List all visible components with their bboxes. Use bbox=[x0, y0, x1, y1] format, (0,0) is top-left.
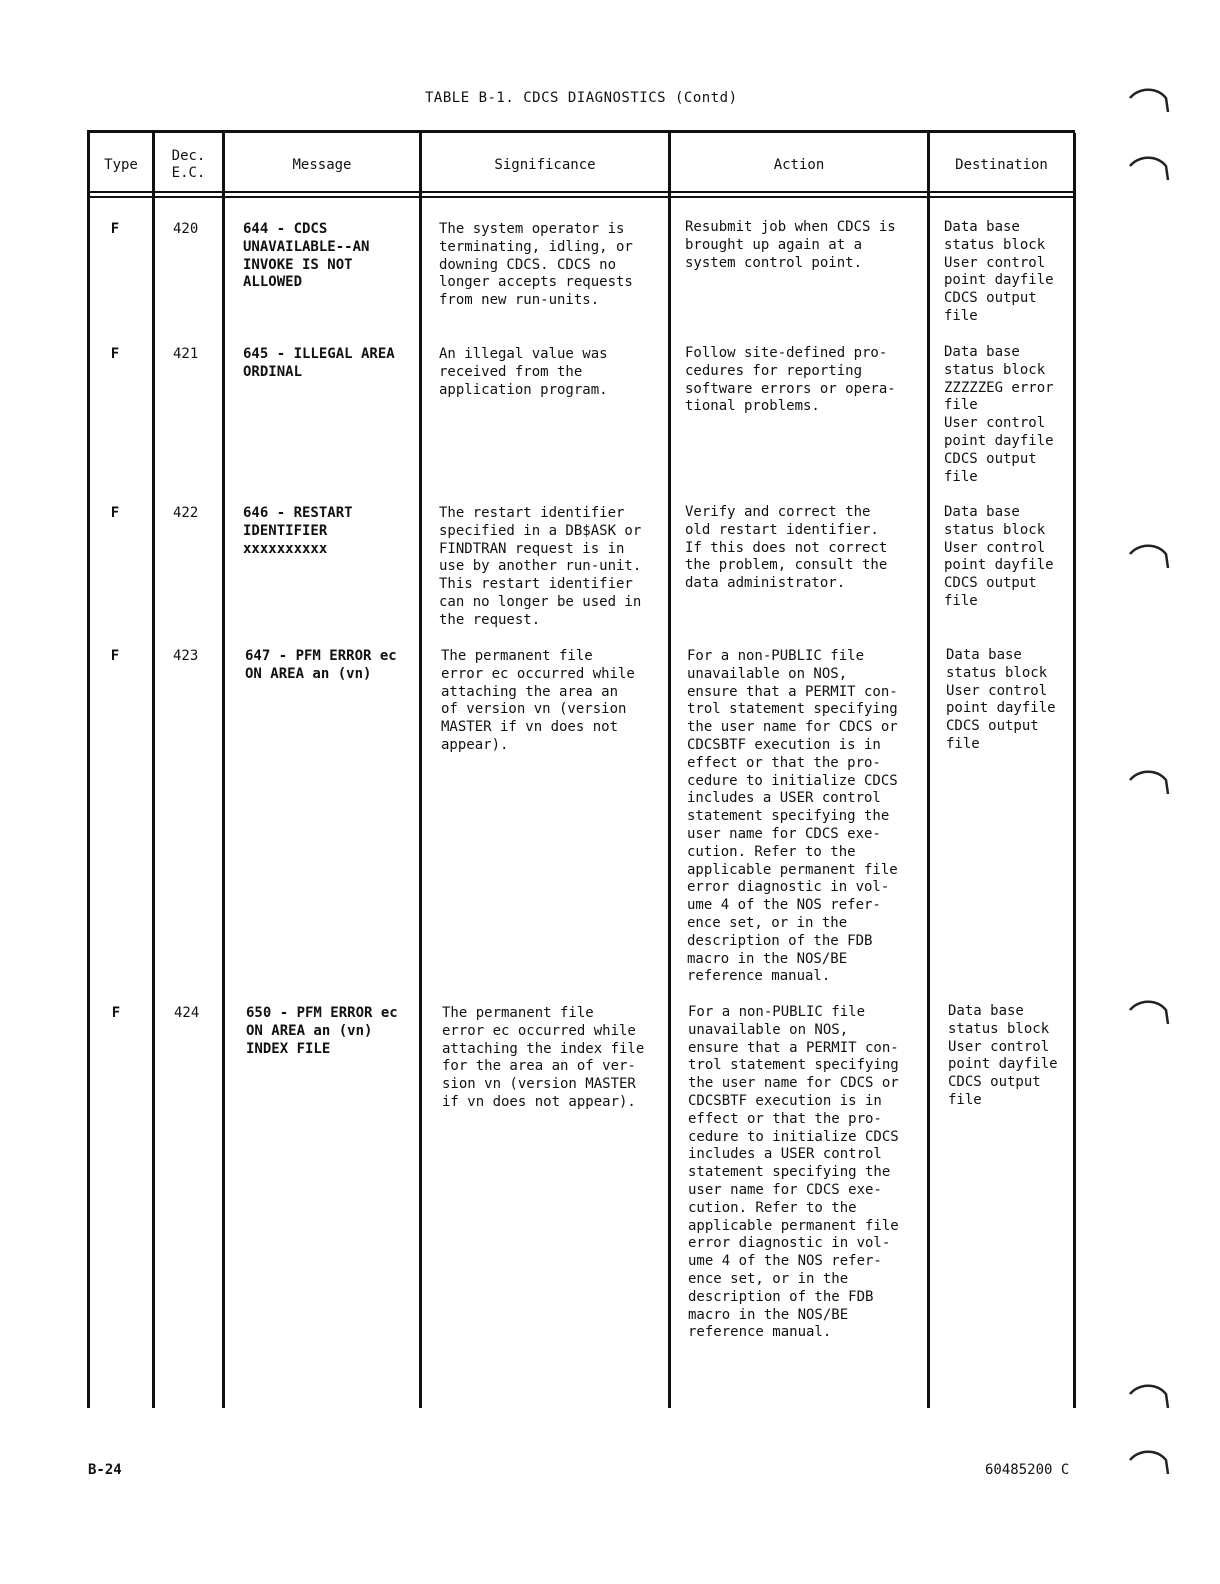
page-number: B-24 bbox=[88, 1462, 122, 1478]
binder-hole-mark bbox=[1128, 152, 1170, 182]
row-action: For a non-PUBLIC file unavailable on NOS, ensure that a PERMIT con- trol statement specifying the user name for CDCS or CDCSBTF execution is in effect or that the pro- cedure to initialize CDCS includes a USER control statement specifying the user name for CDCS exe- cution. Refer to the applicable permanent file error diagnostic in vol- ume 4 of the NOS refer- ence set, or in the description of the FDB macro in the NOS/BE reference manual. bbox=[688, 1004, 899, 1341]
column-divider bbox=[152, 133, 155, 1408]
column-divider bbox=[668, 133, 671, 1408]
row-message: 650 - PFM ERROR ec ON AREA an (vn) INDEX FILE bbox=[246, 1005, 398, 1057]
column-divider bbox=[419, 133, 422, 1408]
header-rule bbox=[87, 191, 1075, 193]
row-action: Verify and correct the old restart identifier. If this does not correct the problem, consult the data administrator. bbox=[685, 504, 888, 592]
row-destination: Data base status block User control point dayfile CDCS output file bbox=[944, 219, 1054, 324]
column-divider bbox=[927, 133, 930, 1408]
binder-hole-mark bbox=[1128, 84, 1170, 114]
row-action: For a non-PUBLIC file unavailable on NOS, ensure that a PERMIT con- trol statement specifying the user name for CDCS or CDCSBTF execution is in effect or that the pro- cedure to initialize CDCS includes a USER control statement specifying the user name for CDCS exe- cution. Refer to the applicable permanent file error diagnostic in vol- ume 4 of the NOS refer- ence set, or in the description of the FDB macro in the NOS/BE reference manual. bbox=[687, 648, 898, 985]
header-rule bbox=[87, 196, 1075, 198]
row-action: Follow site-defined pro- cedures for reporting software errors or opera- tional problems. bbox=[685, 345, 896, 415]
row-significance: An illegal value was received from the application program. bbox=[439, 346, 608, 398]
header-message: Message bbox=[292, 156, 352, 173]
row-message: 647 - PFM ERROR ec ON AREA an (vn) bbox=[245, 648, 397, 682]
row-dec-ec: 423 bbox=[173, 648, 199, 664]
table-title-text: TABLE B-1. CDCS DIAGNOSTICS (Contd) bbox=[425, 90, 738, 106]
row-destination: Data base status block User control point dayfile CDCS output file bbox=[948, 1003, 1058, 1108]
row-dec-ec: 421 bbox=[173, 346, 199, 362]
row-dec-ec: 420 bbox=[173, 221, 199, 237]
header-action: Action bbox=[773, 156, 825, 173]
row-dec-ec: 424 bbox=[174, 1005, 200, 1021]
binder-hole-mark bbox=[1128, 1446, 1170, 1476]
row-action: Resubmit job when CDCS is brought up again at a system control point. bbox=[685, 219, 896, 271]
row-message: 646 - RESTART IDENTIFIER xxxxxxxxxx bbox=[243, 505, 353, 557]
row-type: F bbox=[110, 221, 120, 237]
binder-hole-mark bbox=[1128, 1380, 1170, 1410]
binder-hole-mark bbox=[1128, 996, 1170, 1026]
column-divider bbox=[222, 133, 225, 1408]
row-destination: Data base status block User control point dayfile CDCS output file bbox=[944, 504, 1054, 609]
row-destination: Data base status block User control point dayfile CDCS output file bbox=[946, 647, 1056, 752]
column-divider bbox=[87, 133, 90, 1408]
row-significance: The restart identifier specified in a DB$ASK or FINDTRAN request is in use by another run-unit. This restart identifier can no longer be used in the request. bbox=[439, 505, 642, 628]
header-dec-ec: Dec. E.C. bbox=[171, 148, 206, 181]
row-significance: The permanent file error ec occurred while attaching the index file for the area an of ver- sion vn (version MASTER if vn does not appear). bbox=[442, 1005, 645, 1110]
row-destination: Data base status block ZZZZZEG error file User control point dayfile CDCS output file bbox=[944, 344, 1054, 485]
header-destination: Destination bbox=[955, 156, 1048, 173]
row-message: 645 - ILLEGAL AREA ORDINAL bbox=[243, 346, 395, 380]
column-divider bbox=[1073, 133, 1076, 1408]
binder-hole-mark bbox=[1128, 540, 1170, 570]
row-type: F bbox=[111, 1005, 121, 1021]
row-dec-ec: 422 bbox=[173, 505, 199, 521]
row-message: 644 - CDCS UNAVAILABLE--AN INVOKE IS NOT ALLOWED bbox=[243, 221, 370, 291]
diagnostics-table bbox=[87, 130, 1075, 1408]
header-type: Type bbox=[104, 156, 138, 173]
document-number: 60485200 C bbox=[985, 1462, 1070, 1478]
row-type: F bbox=[110, 648, 120, 664]
binder-hole-mark bbox=[1128, 766, 1170, 796]
row-significance: The permanent file error ec occurred while attaching the area an of version vn (version MASTER if vn does not appear). bbox=[441, 648, 635, 753]
row-type: F bbox=[110, 346, 120, 362]
row-significance: The system operator is terminating, idling, or downing CDCS. CDCS no longer accepts requests from new run-units. bbox=[439, 221, 633, 309]
header-significance: Significance bbox=[494, 156, 596, 173]
row-type: F bbox=[110, 505, 120, 521]
